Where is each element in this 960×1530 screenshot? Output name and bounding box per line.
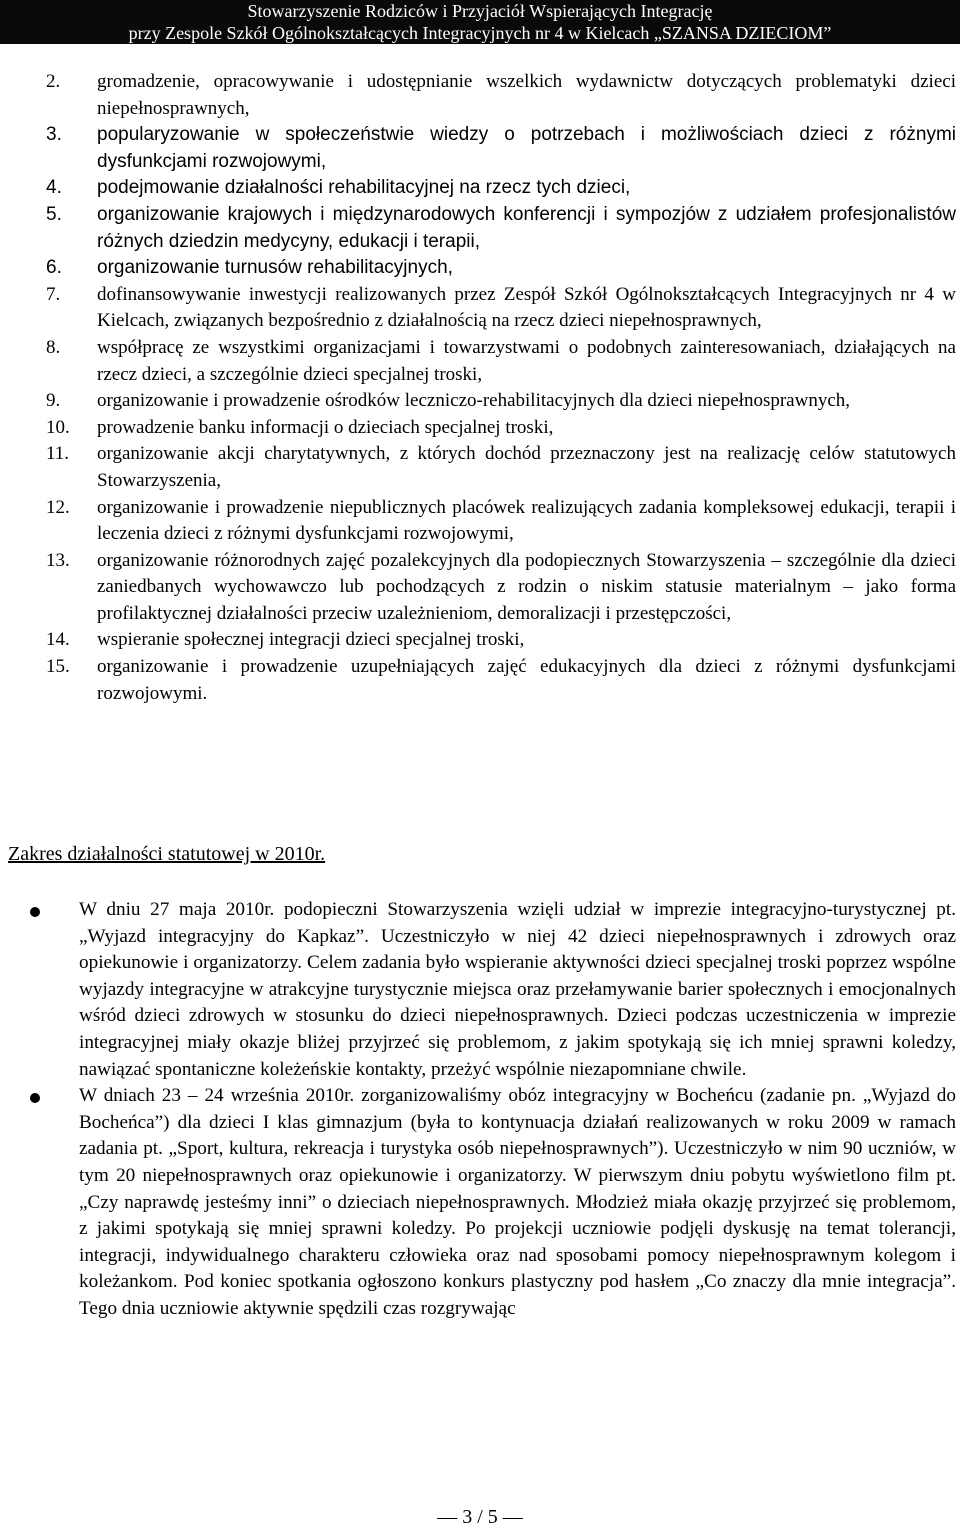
list-item-text: organizowanie turnusów rehabilitacyjnych, bbox=[97, 257, 453, 279]
list-item-number: 5. bbox=[46, 203, 62, 225]
list-item bbox=[46, 654, 956, 707]
statutory-purposes-list bbox=[46, 69, 956, 707]
list-item-text: organizowanie różnorodnych zajęć pozalekcyjnych dla podopiecznych Stowarzyszenia – szczególnie dla dzieci zaniedbanych wychowawczo lub pochodzących z rodzin o niskim statusie materialnym – jako forma profilaktycznej działalności przeciw uzależnieniom, demoralizacji i przestępczości, bbox=[97, 549, 956, 624]
list-item bbox=[46, 282, 956, 335]
page-number: — 3 / 5 — bbox=[437, 1506, 523, 1528]
list-item-text: gromadzenie, opracowywanie i udostępnianie wszelkich wydawnictw dotyczących problematyki dzieci niepełnosprawnych, bbox=[97, 71, 956, 119]
bullet-icon bbox=[30, 907, 40, 917]
activity-text: W dniach 23 – 24 września 2010r. zorganizowaliśmy obóz integracyjny w Bocheńcu (zadanie pn. „Wyjazd do Bocheńca”) dla dzieci I klas gimnazjum (była to kontynuacja działań realizowanych w roku 2009 w ramach zadania pt. „Sport, kultura, rekreacja i turystyka osób niepełnosprawnych”). Uczestniczyło w nim 90 uczniów, w tym 20 niepełnosprawnych oraz opiekunowie i organizatorzy. W pierwszym dniu pobytu wyświetlono film pt. „Czy naprawdę jesteśmy inni” o dzieciach niepełnosprawnych. Młodzież miała okazję przyjrzeć się problemom, z jakimi spotykają się mniej sprawni koledzy. Po projekcji uczniowie podjęli dyskusję na temat tolerancji, integracji, indywidualnego charakteru człowieka oraz nad sposobami pomocy niepełnosprawnym kolegom i koleżankom. Pod koniec spotkania ogłoszono konkurs plastyczny pod hasłem „Co znaczy dla mnie integracja”. Tego dnia uczniowie aktywnie spędzili czas rozgrywając bbox=[79, 1085, 956, 1319]
list-item-text: współpracę ze wszystkimi organizacjami i towarzystwami o podobnych zainteresowaniach, działających na rzecz dzieci, a szczególnie dzieci specjalnej troski, bbox=[97, 336, 956, 385]
document-body bbox=[46, 69, 956, 707]
list-item-number: 10. bbox=[46, 416, 70, 438]
list-item-number: 3. bbox=[46, 124, 62, 146]
list-item-text: organizowanie i prowadzenie ośrodków leczniczo-rehabilitacyjnych dla dzieci niepełnosprawnych, bbox=[97, 390, 851, 412]
list-item-number: 2. bbox=[46, 71, 61, 92]
list-item bbox=[46, 335, 956, 388]
activity-item bbox=[28, 1083, 956, 1322]
activities-list bbox=[28, 897, 956, 1323]
list-item-number: 12. bbox=[46, 496, 70, 518]
list-item-number: 8. bbox=[46, 336, 61, 358]
list-item-text: organizowanie i prowadzenie niepublicznych placówek realizujących zadania kompleksowej edukacji, terapii i leczenia dzieci z różnymi dysfunkcjami rozwojowymi, bbox=[97, 496, 956, 545]
list-item-text: organizowanie i prowadzenie uzupełniających zajęć edukacyjnych dla dzieci z różnymi dysfunkcjami rozwojowymi. bbox=[97, 656, 956, 704]
list-item bbox=[46, 202, 956, 255]
list-item-text: organizowanie akcji charytatywnych, z których dochód przeznaczony jest na realizację celów statutowych Stowarzyszenia, bbox=[97, 443, 956, 491]
list-item bbox=[46, 69, 956, 122]
list-item-text: wspieranie społecznej integracji dzieci specjalnej troski, bbox=[97, 629, 525, 651]
section-heading: Zakres działalności statutowej w 2010r. bbox=[8, 843, 326, 865]
list-item bbox=[46, 255, 956, 282]
list-item bbox=[46, 122, 956, 175]
activity-item bbox=[28, 897, 956, 1083]
activity-text: W dniu 27 maja 2010r. podopieczni Stowarzyszenia wzięli udział w imprezie integracyjno-turystycznej pt. „Wyjazd integracyjny do Kapkaz”. Uczestniczyło w niej 42 dzieci niepełnosprawnych i zdrowych oraz opiekunowie i organizatorzy. Celem zadania było wspieranie aktywności dzieci specjalnej troski poprzez wspólne wyjazdy integracyjne w atrakcyjne turystycznie miejsca oraz przełamywanie barier społecznych i emocjonalnych wśród dzieci zdrowych w stosunku do dzieci niepełnosprawnych. Dzieci podczas uczestniczenia w imprezie integracyjnej miały okazje bliżej przyjrzeć się problemom, z jakim spotykają się ich mniej sprawni koledzy, nawiązać spontaniczne koleżeńskie kontakty, przeżyć wspólnie niezapomniane chwile. bbox=[79, 899, 956, 1080]
list-item bbox=[46, 627, 956, 654]
list-item-text: podejmowanie działalności rehabilitacyjnej na rzecz tych dzieci, bbox=[97, 177, 631, 199]
list-item-number: 4. bbox=[46, 177, 62, 199]
header-line-1: Stowarzyszenie Rodziców i Przyjaciół Wspierających Integrację bbox=[247, 1, 713, 21]
list-item-text: dofinansowywanie inwestycji realizowanych przez Zespół Szkół Ogólnokształcących Integracyjnych nr 4 w Kielcach, związanych bezpośrednio z działalnością na rzecz dzieci niepełnosprawnych, bbox=[97, 283, 956, 332]
page-header bbox=[0, 0, 960, 44]
bullet-icon bbox=[30, 1093, 40, 1103]
list-item-number: 7. bbox=[46, 283, 61, 305]
list-item-number: 6. bbox=[46, 257, 62, 279]
list-item bbox=[46, 548, 956, 628]
list-item-text: popularyzowanie w społeczeństwie wiedzy o potrzebach i możliwościach dzieci z różnymi dysfunkcjami rozwojowymi, bbox=[97, 124, 956, 172]
list-item bbox=[46, 441, 956, 494]
list-item bbox=[46, 495, 956, 548]
list-item bbox=[46, 175, 956, 202]
list-item bbox=[46, 388, 956, 415]
header-line-2: przy Zespole Szkół Ogólnokształcących Integracyjnych nr 4 w Kielcach „SZANSA DZIECIOM” bbox=[128, 23, 832, 43]
list-item-number: 11. bbox=[46, 443, 70, 465]
list-item-number: 13. bbox=[46, 549, 70, 571]
list-item-number: 14. bbox=[46, 629, 70, 651]
list-item-text: prowadzenie banku informacji o dzieciach specjalnej troski, bbox=[97, 416, 554, 438]
list-item-number: 15. bbox=[46, 656, 70, 678]
list-item-number: 9. bbox=[46, 390, 61, 412]
list-item-text: organizowanie krajowych i międzynarodowych konferencji i sympozjów z udziałem profesjonalistów różnych dziedzin medycyny, edukacji i terapii, bbox=[97, 203, 956, 252]
list-item bbox=[46, 415, 956, 442]
